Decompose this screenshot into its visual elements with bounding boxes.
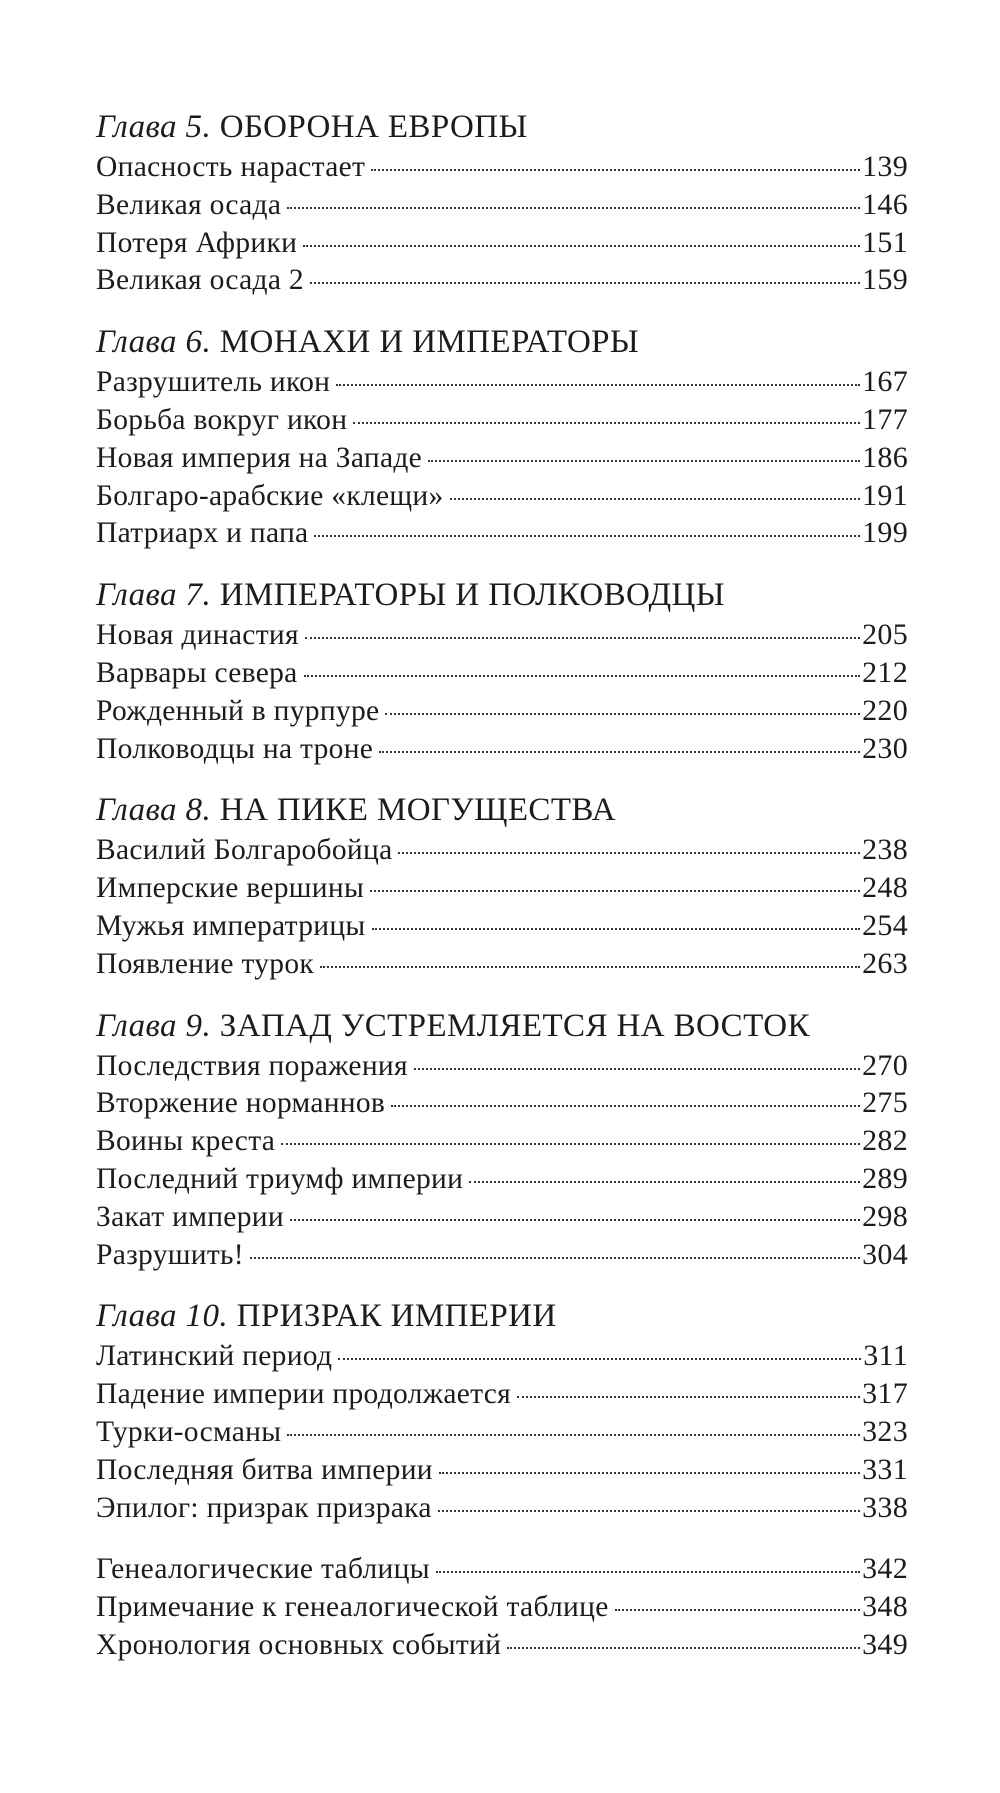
chapter-heading (96, 108, 908, 148)
toc-entry[interactable] (96, 1236, 908, 1274)
dot-leader (287, 1434, 860, 1436)
dot-leader (314, 535, 860, 537)
entry-title: Последняя битва империи (96, 1453, 433, 1486)
chapter-7 (96, 576, 908, 767)
dot-leader (439, 1472, 860, 1474)
toc-entry[interactable] (96, 148, 908, 186)
dot-leader (305, 637, 860, 639)
entry-title: Воины креста (96, 1125, 276, 1158)
dot-leader (615, 1609, 860, 1611)
dot-leader (353, 422, 860, 424)
dot-leader (379, 751, 860, 753)
toc-entry[interactable] (96, 1413, 908, 1451)
entry-page: 177 (862, 402, 908, 436)
entry-title: Появление турок (96, 947, 315, 980)
chapter-title: ИМПЕРАТОРЫ И ПОЛКОВОДЦЫ (219, 577, 725, 614)
entry-title: Новая династия (96, 619, 299, 652)
entry-title: Василий Болгаробойца (96, 834, 393, 867)
toc-entry[interactable] (96, 1084, 908, 1122)
dot-leader (436, 1571, 860, 1573)
dot-leader (372, 928, 861, 930)
dot-leader (338, 1358, 861, 1360)
table-of-contents (96, 108, 908, 1664)
dot-leader (438, 1510, 860, 1512)
entry-page: 289 (862, 1161, 908, 1195)
entry-title: Варвары севера (96, 656, 298, 689)
toc-entry[interactable] (96, 1122, 908, 1160)
chapter-title: НА ПИКЕ МОГУЩЕСТВА (219, 792, 616, 829)
entry-page: 220 (862, 693, 908, 727)
chapter-heading (96, 1007, 908, 1047)
toc-entry[interactable] (96, 1375, 908, 1413)
toc-entry[interactable] (96, 1198, 908, 1236)
dot-leader (310, 282, 860, 284)
entry-page: 151 (862, 225, 908, 259)
toc-entry[interactable] (96, 224, 908, 262)
toc-entry[interactable] (96, 945, 908, 983)
entry-title: Примечание к генеалогической таблице (96, 1591, 609, 1624)
chapter-label: Глава 9. (96, 1007, 212, 1044)
entry-page: 167 (862, 365, 908, 399)
toc-entry[interactable] (96, 401, 908, 439)
entry-page: 139 (862, 150, 908, 183)
entry-page: 248 (862, 871, 908, 905)
toc-entry[interactable] (96, 1588, 908, 1626)
toc-entry[interactable] (96, 616, 908, 654)
entry-page: 230 (862, 731, 908, 765)
entry-title: Последствия поражения (96, 1049, 408, 1082)
entry-title: Закат империи (96, 1200, 284, 1233)
dot-leader (469, 1181, 860, 1183)
entry-page: 270 (862, 1048, 908, 1082)
entry-page: 199 (862, 516, 908, 550)
dot-leader (336, 384, 860, 386)
entry-title: Борьба вокруг икон (96, 403, 348, 436)
toc-entry[interactable] (96, 1626, 908, 1664)
chapter-heading (96, 576, 908, 616)
chapter-label: Глава 5. (96, 109, 212, 145)
entry-page: 191 (862, 478, 908, 512)
dot-leader (370, 890, 860, 892)
entry-page: 342 (862, 1552, 908, 1586)
dot-leader (250, 1257, 860, 1259)
entry-page: 348 (862, 1590, 908, 1624)
entry-title: Мужья императрицы (96, 909, 366, 942)
entry-title: Эпилог: призрак призрака (96, 1491, 432, 1524)
toc-entry[interactable] (96, 654, 908, 692)
dot-leader (414, 1068, 860, 1070)
toc-entry[interactable] (96, 692, 908, 730)
entry-title: Великая осада (96, 188, 282, 221)
entry-title: Генеалогические таблицы (96, 1553, 430, 1586)
dot-leader (303, 245, 860, 247)
toc-entry[interactable] (96, 1047, 908, 1085)
dot-leader (507, 1647, 860, 1649)
entry-page: 146 (862, 187, 908, 221)
chapter-label: Глава 7. (96, 577, 212, 614)
chapter-9 (96, 1007, 908, 1274)
entry-page: 304 (862, 1237, 908, 1271)
toc-entry[interactable] (96, 869, 908, 907)
dot-leader (385, 713, 860, 715)
chapter-10 (96, 1297, 908, 1526)
toc-entry[interactable] (96, 363, 908, 401)
entry-title: Великая осада 2 (96, 264, 304, 297)
dot-leader (304, 675, 861, 677)
entry-title: Потеря Африки (96, 226, 298, 259)
toc-entry[interactable] (96, 1337, 908, 1375)
entry-page: 275 (862, 1086, 908, 1120)
dot-leader (428, 460, 860, 462)
entry-page: 238 (862, 833, 908, 867)
entry-title: Рожденный в пурпуре (96, 694, 380, 727)
entry-title: Разрушить! (96, 1238, 244, 1271)
appendix-section (96, 1550, 908, 1663)
dot-leader (517, 1396, 860, 1398)
toc-entry[interactable] (96, 261, 908, 299)
dot-leader (391, 1105, 860, 1107)
entry-title: Полководцы на троне (96, 732, 374, 765)
entry-title: Имперские вершины (96, 872, 365, 905)
chapter-6 (96, 323, 908, 552)
toc-entry[interactable] (96, 1160, 908, 1198)
toc-entry[interactable] (96, 1451, 908, 1489)
chapter-label: Глава 6. (96, 324, 212, 361)
entry-title: Новая империя на Западе (96, 441, 423, 474)
entry-page: 254 (862, 908, 908, 942)
entry-title: Хронология основных событий (96, 1628, 502, 1661)
toc-entry[interactable] (96, 1489, 908, 1527)
toc-entry[interactable] (96, 730, 908, 768)
chapter-label: Глава 8. (96, 792, 212, 829)
entry-page: 331 (862, 1452, 908, 1486)
chapter-heading (96, 323, 908, 363)
chapter-label: Глава 10. (96, 1298, 229, 1335)
dot-leader (281, 1143, 860, 1145)
chapter-8 (96, 791, 908, 982)
entry-title: Болгаро-арабские «клещи» (96, 479, 444, 512)
dot-leader (320, 966, 860, 968)
toc-entry[interactable] (96, 514, 908, 552)
toc-entry[interactable] (96, 186, 908, 224)
toc-entry[interactable] (96, 477, 908, 515)
entry-page: 349 (862, 1627, 908, 1661)
chapter-title: МОНАХИ И ИМПЕРАТОРЫ (219, 324, 640, 361)
entry-page: 282 (862, 1124, 908, 1158)
toc-entry[interactable] (96, 907, 908, 945)
dot-leader (398, 852, 860, 854)
chapter-title: ОБОРОНА ЕВРОПЫ (219, 109, 528, 145)
entry-title: Патриарх и папа (96, 517, 309, 550)
chapter-title: ЗАПАД УСТРЕМЛЯЕТСЯ НА ВОСТОК (219, 1007, 810, 1044)
dot-leader (371, 169, 860, 171)
entry-title: Турки-османы (96, 1415, 282, 1448)
chapter-title: ПРИЗРАК ИМПЕРИИ (236, 1298, 557, 1335)
dot-leader (290, 1219, 860, 1221)
entry-page: 298 (862, 1199, 908, 1233)
chapter-heading (96, 791, 908, 831)
toc-entry[interactable] (96, 1550, 908, 1588)
chapter-5 (96, 108, 908, 299)
entry-title: Вторжение норманнов (96, 1087, 386, 1120)
entry-page: 159 (862, 263, 908, 297)
dot-leader (450, 498, 861, 500)
toc-entry[interactable] (96, 831, 908, 869)
dot-leader (287, 207, 860, 209)
entry-page: 186 (862, 440, 908, 474)
chapter-heading (96, 1297, 908, 1337)
entry-page: 338 (862, 1490, 908, 1524)
entry-title: Последний триумф империи (96, 1162, 464, 1195)
entry-page: 323 (862, 1414, 908, 1448)
entry-page: 212 (862, 655, 908, 689)
entry-title: Падение империи продолжается (96, 1378, 511, 1411)
toc-entry[interactable] (96, 439, 908, 477)
entry-page: 317 (862, 1377, 908, 1411)
entry-title: Опасность нарастает (96, 151, 366, 183)
entry-page: 311 (863, 1339, 908, 1373)
entry-title: Разрушитель икон (96, 366, 331, 399)
entry-page: 205 (862, 618, 908, 652)
entry-page: 263 (862, 946, 908, 980)
entry-title: Латинский период (96, 1340, 333, 1373)
